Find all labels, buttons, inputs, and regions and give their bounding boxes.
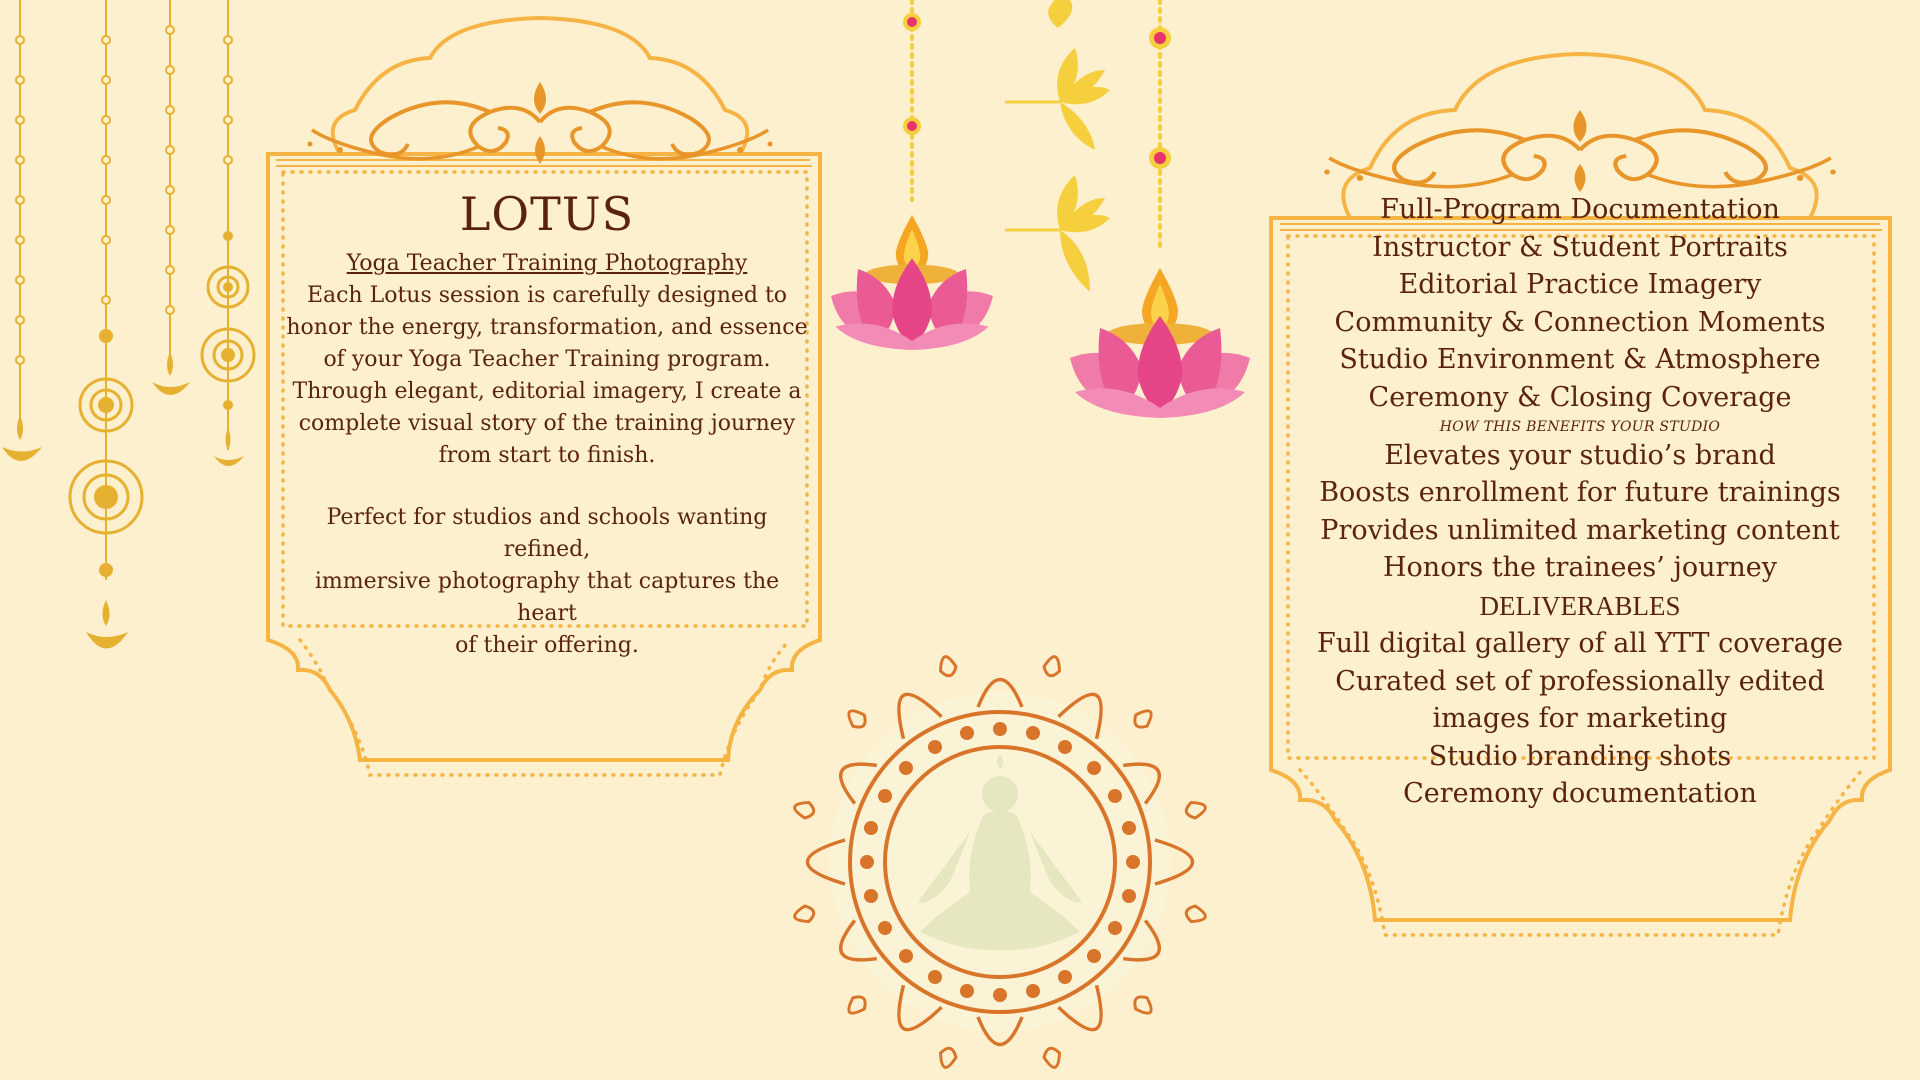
list-item: images for marketing	[1432, 703, 1728, 735]
lotus-diya-icon	[831, 215, 993, 350]
lotus-diya-icon	[1070, 268, 1250, 418]
list-item: Ceremony & Closing Coverage	[1368, 381, 1792, 413]
audience-line: immersive photography that captures the heart	[314, 569, 780, 627]
audience-line: of their offering.	[455, 633, 639, 659]
list-item: Studio branding shots	[1428, 740, 1732, 772]
description-line: complete visual story of the training journey	[298, 411, 796, 437]
description-line: Each Lotus session is carefully designed to	[306, 283, 788, 309]
list-item: Editorial Practice Imagery	[1398, 269, 1762, 301]
left-panel-content	[282, 187, 812, 662]
list-item: Honors the trainees’ journey	[1383, 552, 1777, 584]
description-line: of your Yoga Teacher Training program.	[323, 347, 771, 373]
subtitle: Yoga Teacher Training Photography	[346, 251, 748, 277]
list-item: Ceremony documentation	[1403, 778, 1757, 810]
benefits-heading: HOW THIS BENEFITS YOUR STUDIO	[1439, 418, 1721, 435]
list-item: Studio Environment & Atmosphere	[1339, 344, 1821, 376]
deliverables-list	[1265, 625, 1895, 813]
page-title: LOTUS	[459, 187, 635, 241]
services-list	[1265, 191, 1895, 417]
audience-line: Perfect for studios and schools wanting refined,	[326, 505, 768, 563]
list-item: Provides unlimited marketing content	[1320, 514, 1840, 546]
hanging-diya-ornament-icon	[2, 0, 254, 649]
list-item: Full digital gallery of all YTT coverage	[1317, 627, 1843, 659]
bead-strings	[903, 0, 1171, 250]
deliverables-heading: DELIVERABLES	[1479, 590, 1681, 621]
description-paragraph	[282, 280, 812, 472]
description-line: Through elegant, editorial imagery, I create a	[292, 379, 802, 405]
audience-paragraph	[282, 502, 812, 662]
benefits-list	[1265, 437, 1895, 587]
list-item: Boosts enrollment for future trainings	[1319, 477, 1841, 509]
mandala-meditation-icon	[793, 655, 1208, 1070]
description-line: from start to finish.	[438, 443, 656, 469]
description-line: honor the energy, transformation, and essence	[286, 315, 808, 341]
leaf-garland-icon	[1005, 0, 1110, 292]
list-item: Instructor & Student Portraits	[1372, 231, 1788, 263]
list-item: Elevates your studio’s brand	[1384, 439, 1776, 471]
right-panel-content	[1265, 191, 1895, 813]
list-item: Community & Connection Moments	[1334, 306, 1826, 338]
list-item: Curated set of professionally edited	[1335, 665, 1825, 697]
list-item: Full-Program Documentation	[1380, 194, 1780, 225]
